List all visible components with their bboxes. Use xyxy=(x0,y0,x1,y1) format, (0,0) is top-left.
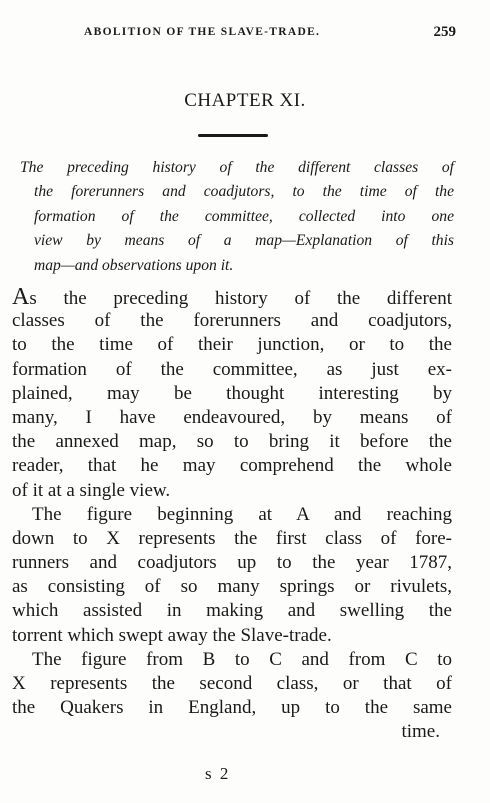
page-number: 259 xyxy=(433,24,456,40)
body-line: time. xyxy=(401,721,440,743)
summary-line: formation of the committee, collected into one xyxy=(34,207,454,225)
chapter-rule-divider xyxy=(198,134,268,137)
body-line: The figure from B to C and from C to xyxy=(32,648,452,670)
body-line: The figure beginning at A and reaching xyxy=(32,503,452,525)
body-line: torrent which swept away the Slave-trade. xyxy=(12,624,332,646)
body-line: reader, that he may comprehend the whole xyxy=(12,455,452,477)
body-line: down to X represents the first class of fore- xyxy=(12,527,452,549)
body-line: of it at a single view. xyxy=(12,479,171,501)
body-line: the annexed map, so to bring it before the xyxy=(12,431,452,453)
first-line-rest: s the preceding history of the different xyxy=(29,288,452,309)
body-line: many, I have endeavoured, by means of xyxy=(12,406,452,428)
chapter-summary xyxy=(20,156,454,278)
body-line: plained, may be thought interesting by xyxy=(12,382,452,404)
body-line: which assisted in making and swelling the xyxy=(12,600,452,622)
body-line: runners and coadjutors up to the year 1787, xyxy=(12,552,452,574)
body-line: to the time of their junction, or to the xyxy=(12,334,452,356)
running-title: ABOLITION OF THE SLAVE-TRADE. xyxy=(84,26,321,38)
body-line: formation of the committee, as just ex- xyxy=(12,358,452,380)
drop-cap: A xyxy=(12,284,30,310)
body-line: the Quakers in England, up to the same xyxy=(12,697,452,719)
body-line: classes of the forerunners and coadjutors, xyxy=(12,310,452,332)
signature-mark: s 2 xyxy=(205,764,231,783)
body-text xyxy=(12,285,452,745)
body-line-first xyxy=(12,285,452,309)
summary-line: The preceding history of the different classes of xyxy=(20,159,454,176)
running-header xyxy=(84,24,456,44)
summary-line: the forerunners and coadjutors, to the time of the xyxy=(34,183,454,201)
body-line: X represents the second class, or that of xyxy=(12,673,452,694)
chapter-title: CHAPTER XI. xyxy=(184,90,306,111)
summary-line: view by means of a map—Explanation of this xyxy=(34,232,454,250)
body-line: as consisting of so many springs or rivulets, xyxy=(12,576,452,598)
summary-line: map—and observations upon it. xyxy=(34,256,234,274)
